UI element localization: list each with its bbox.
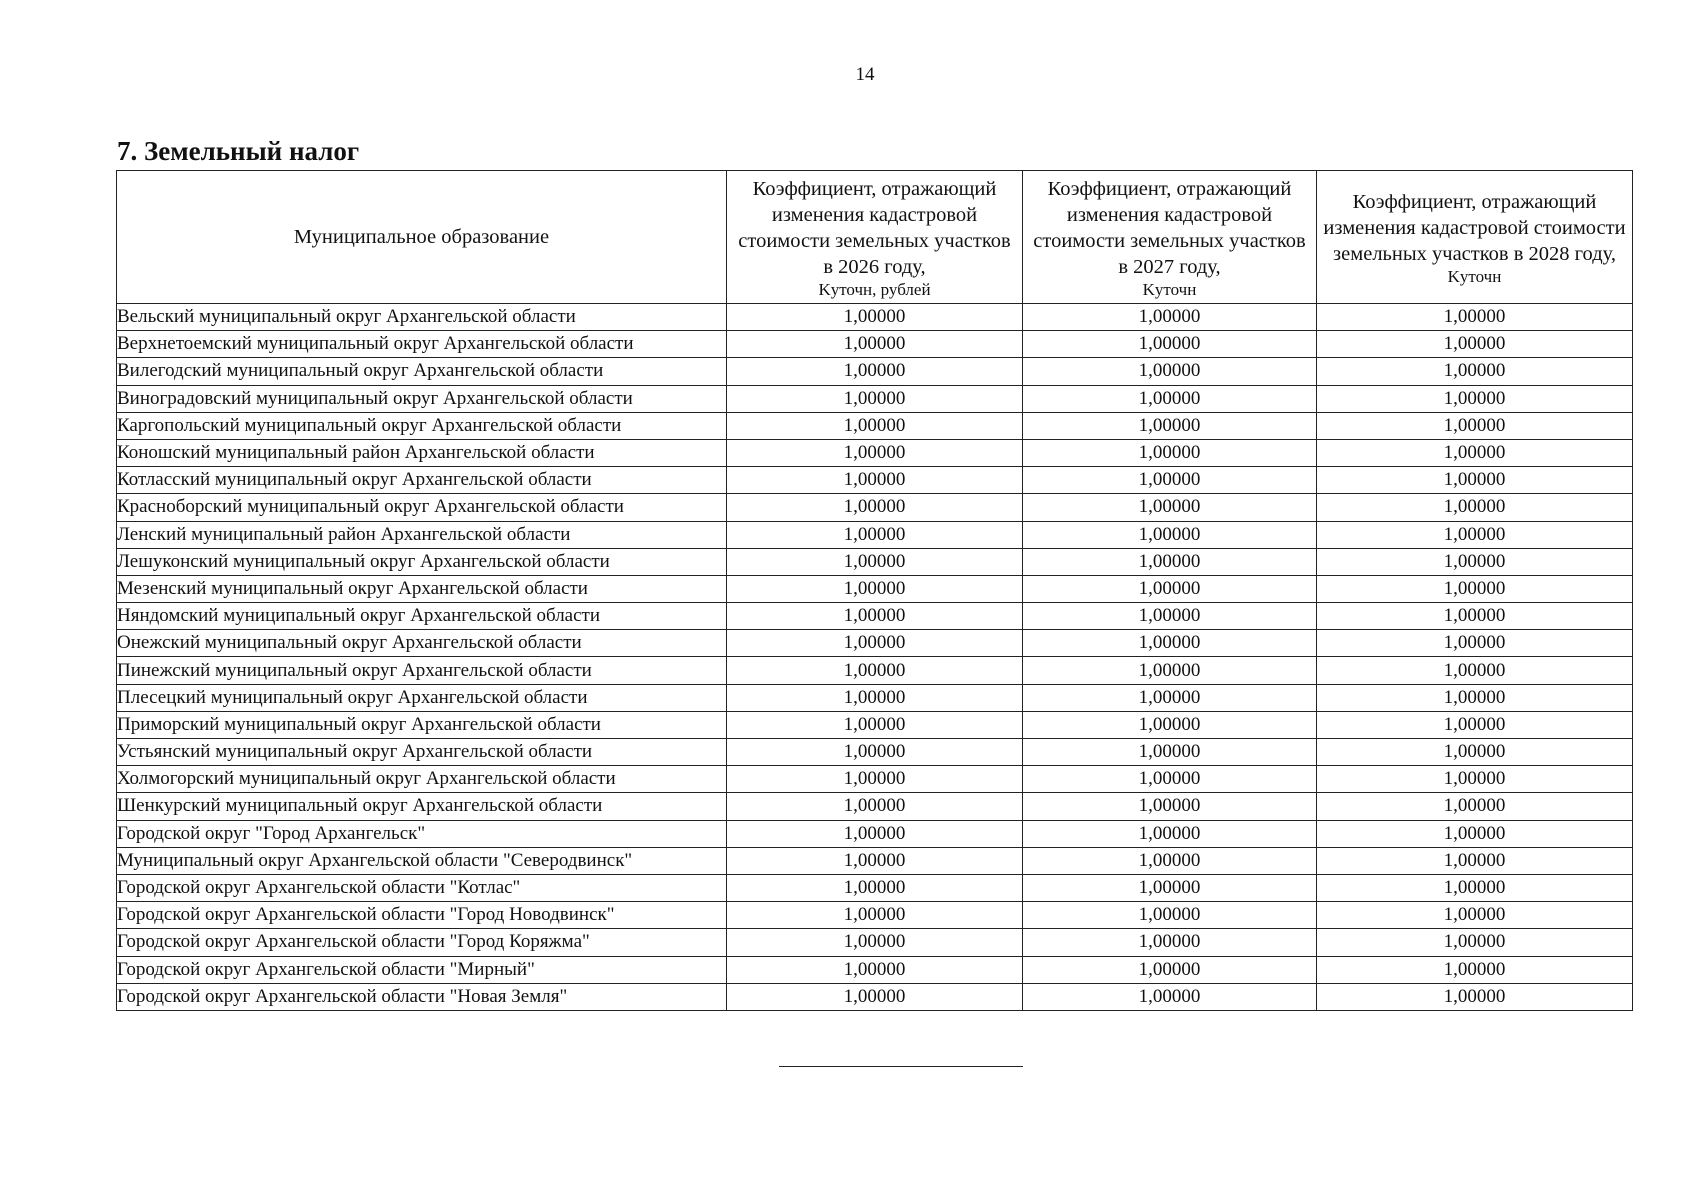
coef-2028-cell: 1,00000 [1317,385,1633,412]
table-row [117,956,1633,983]
coef-2026-cell: 1,00000 [727,956,1023,983]
municipality-name-cell: Няндомский муниципальный округ Архангельской области [117,603,727,630]
coef-2026-cell: 1,00000 [727,603,1023,630]
municipality-name-cell: Виноградовский муниципальный округ Архангельской области [117,385,727,412]
coef-2026-cell: 1,00000 [727,902,1023,929]
coef-2028-cell: 1,00000 [1317,902,1633,929]
coef-2026-cell: 1,00000 [727,739,1023,766]
municipality-name-cell: Муниципальный округ Архангельской области "Северодвинск" [117,847,727,874]
municipality-name-cell: Мезенский муниципальный округ Архангельской области [117,575,727,602]
coef-2026-cell: 1,00000 [727,847,1023,874]
header-coef-2028 [1317,171,1633,304]
coef-2026-cell: 1,00000 [727,494,1023,521]
table-row [117,820,1633,847]
coef-2026-cell: 1,00000 [727,385,1023,412]
coef-2026-cell: 1,00000 [727,548,1023,575]
coef-2026-cell: 1,00000 [727,630,1023,657]
municipality-name-cell: Ленский муниципальный район Архангельской области [117,521,727,548]
coef-2026-cell: 1,00000 [727,657,1023,684]
municipality-name-cell: Городской округ Архангельской области "Мирный" [117,956,727,983]
table-row [117,929,1633,956]
coef-2028-cell: 1,00000 [1317,548,1633,575]
coef-2027-cell: 1,00000 [1023,847,1317,874]
coef-2027-cell: 1,00000 [1023,820,1317,847]
coef-2026-cell: 1,00000 [727,358,1023,385]
coef-2027-cell: 1,00000 [1023,983,1317,1010]
coef-2026-cell: 1,00000 [727,793,1023,820]
coef-2027-cell: 1,00000 [1023,630,1317,657]
coef-2026-cell: 1,00000 [727,983,1023,1010]
table-row [117,739,1633,766]
coef-2028-cell: 1,00000 [1317,304,1633,331]
coef-2028-cell: 1,00000 [1317,439,1633,466]
table-row [117,766,1633,793]
coef-2027-cell: 1,00000 [1023,711,1317,738]
coef-2026-cell: 1,00000 [727,412,1023,439]
coef-2026-cell: 1,00000 [727,521,1023,548]
land-tax-table [116,170,1633,1011]
table-row [117,874,1633,901]
coef-2028-cell: 1,00000 [1317,467,1633,494]
municipality-name-cell: Городской округ Архангельской области "Новая Земля" [117,983,727,1010]
municipality-name-cell: Котласский муниципальный округ Архангельской области [117,467,727,494]
coef-2027-cell: 1,00000 [1023,684,1317,711]
municipality-name-cell: Городской округ Архангельской области "Котлас" [117,874,727,901]
table-header-row [117,171,1633,304]
municipality-name-cell: Коношский муниципальный район Архангельской области [117,439,727,466]
coef-2026-cell: 1,00000 [727,684,1023,711]
table-row [117,902,1633,929]
municipality-name-cell: Вилегодский муниципальный округ Архангельской области [117,358,727,385]
coef-2028-cell: 1,00000 [1317,793,1633,820]
coef-2027-cell: 1,00000 [1023,929,1317,956]
coef-2028-cell: 1,00000 [1317,739,1633,766]
table-row [117,439,1633,466]
header-coef-2028-text: Коэффициент, отражающий изменения кадастровой стоимости земельных участков в 2028 году, [1323,190,1626,265]
table-row [117,711,1633,738]
coef-2026-cell: 1,00000 [727,711,1023,738]
coef-2027-cell: 1,00000 [1023,304,1317,331]
municipality-name-cell: Верхнетоемский муниципальный округ Архангельской области [117,331,727,358]
coef-2027-cell: 1,00000 [1023,739,1317,766]
coef-2026-cell: 1,00000 [727,467,1023,494]
end-divider-line [779,1066,1023,1067]
table-row [117,358,1633,385]
header-coef-2027-unit: Kуточн [1142,279,1197,299]
coef-2028-cell: 1,00000 [1317,956,1633,983]
coef-2028-cell: 1,00000 [1317,766,1633,793]
coef-2028-cell: 1,00000 [1317,657,1633,684]
table-row [117,494,1633,521]
table-row [117,548,1633,575]
municipality-name-cell: Вельский муниципальный округ Архангельской области [117,304,727,331]
municipality-name-cell: Красноборский муниципальный округ Архангельской области [117,494,727,521]
coef-2028-cell: 1,00000 [1317,603,1633,630]
page-number: 14 [855,64,875,85]
coef-2026-cell: 1,00000 [727,575,1023,602]
table-row [117,657,1633,684]
table-row [117,412,1633,439]
table-row [117,521,1633,548]
coef-2028-cell: 1,00000 [1317,630,1633,657]
municipality-name-cell: Городской округ "Город Архангельск" [117,820,727,847]
header-municipality: Муниципальное образование [117,171,727,304]
coef-2026-cell: 1,00000 [727,820,1023,847]
coef-2028-cell: 1,00000 [1317,983,1633,1010]
table-row [117,684,1633,711]
municipality-name-cell: Городской округ Архангельской области "Город Новодвинск" [117,902,727,929]
municipality-name-cell: Холмогорский муниципальный округ Архангельской области [117,766,727,793]
table-row [117,847,1633,874]
municipality-name-cell: Онежский муниципальный округ Архангельской области [117,630,727,657]
coef-2028-cell: 1,00000 [1317,358,1633,385]
table-row [117,385,1633,412]
table-row [117,630,1633,657]
coef-2028-cell: 1,00000 [1317,874,1633,901]
coef-2028-cell: 1,00000 [1317,521,1633,548]
coef-2028-cell: 1,00000 [1317,684,1633,711]
coef-2028-cell: 1,00000 [1317,847,1633,874]
municipality-name-cell: Приморский муниципальный округ Архангельской области [117,711,727,738]
municipality-name-cell: Шенкурский муниципальный округ Архангельской области [117,793,727,820]
coef-2027-cell: 1,00000 [1023,874,1317,901]
coef-2026-cell: 1,00000 [727,439,1023,466]
coef-2028-cell: 1,00000 [1317,494,1633,521]
coef-2027-cell: 1,00000 [1023,575,1317,602]
coef-2028-cell: 1,00000 [1317,412,1633,439]
municipality-name-cell: Городской округ Архангельской области "Город Коряжма" [117,929,727,956]
coef-2027-cell: 1,00000 [1023,657,1317,684]
coef-2028-cell: 1,00000 [1317,575,1633,602]
coef-2027-cell: 1,00000 [1023,603,1317,630]
coef-2027-cell: 1,00000 [1023,439,1317,466]
coef-2026-cell: 1,00000 [727,304,1023,331]
coef-2027-cell: 1,00000 [1023,358,1317,385]
coef-2027-cell: 1,00000 [1023,793,1317,820]
header-coef-2027-text: Коэффициент, отражающий изменения кадастровой стоимости земельных участков в 2027 году, [1033,177,1306,278]
table-row [117,603,1633,630]
coef-2027-cell: 1,00000 [1023,902,1317,929]
coef-2027-cell: 1,00000 [1023,412,1317,439]
coef-2028-cell: 1,00000 [1317,820,1633,847]
coef-2027-cell: 1,00000 [1023,548,1317,575]
table-row [117,304,1633,331]
table-row [117,983,1633,1010]
coef-2028-cell: 1,00000 [1317,331,1633,358]
header-coef-2028-unit: Kуточн [1447,266,1502,286]
coef-2027-cell: 1,00000 [1023,467,1317,494]
municipality-name-cell: Лешуконский муниципальный округ Архангельской области [117,548,727,575]
coef-2026-cell: 1,00000 [727,929,1023,956]
coef-2026-cell: 1,00000 [727,874,1023,901]
coef-2028-cell: 1,00000 [1317,711,1633,738]
section-title: 7. Земельный налог [117,136,360,166]
header-coef-2026 [727,171,1023,304]
municipality-name-cell: Плесецкий муниципальный округ Архангельской области [117,684,727,711]
table-row [117,793,1633,820]
table-row [117,331,1633,358]
municipality-name-cell: Устьянский муниципальный округ Архангельской области [117,739,727,766]
coef-2026-cell: 1,00000 [727,766,1023,793]
header-coef-2026-text: Коэффициент, отражающий изменения кадастровой стоимости земельных участков в 2026 году, [738,177,1011,278]
coef-2027-cell: 1,00000 [1023,385,1317,412]
coef-2027-cell: 1,00000 [1023,331,1317,358]
municipality-name-cell: Каргопольский муниципальный округ Архангельской области [117,412,727,439]
coef-2027-cell: 1,00000 [1023,956,1317,983]
coef-2027-cell: 1,00000 [1023,521,1317,548]
header-coef-2027 [1023,171,1317,304]
table-body [117,304,1633,1011]
table-row [117,575,1633,602]
header-coef-2026-unit: Kуточн, рублей [818,279,931,299]
table-row [117,467,1633,494]
municipality-name-cell: Пинежский муниципальный округ Архангельской области [117,657,727,684]
coef-2028-cell: 1,00000 [1317,929,1633,956]
coef-2027-cell: 1,00000 [1023,494,1317,521]
coef-2026-cell: 1,00000 [727,331,1023,358]
coef-2027-cell: 1,00000 [1023,766,1317,793]
